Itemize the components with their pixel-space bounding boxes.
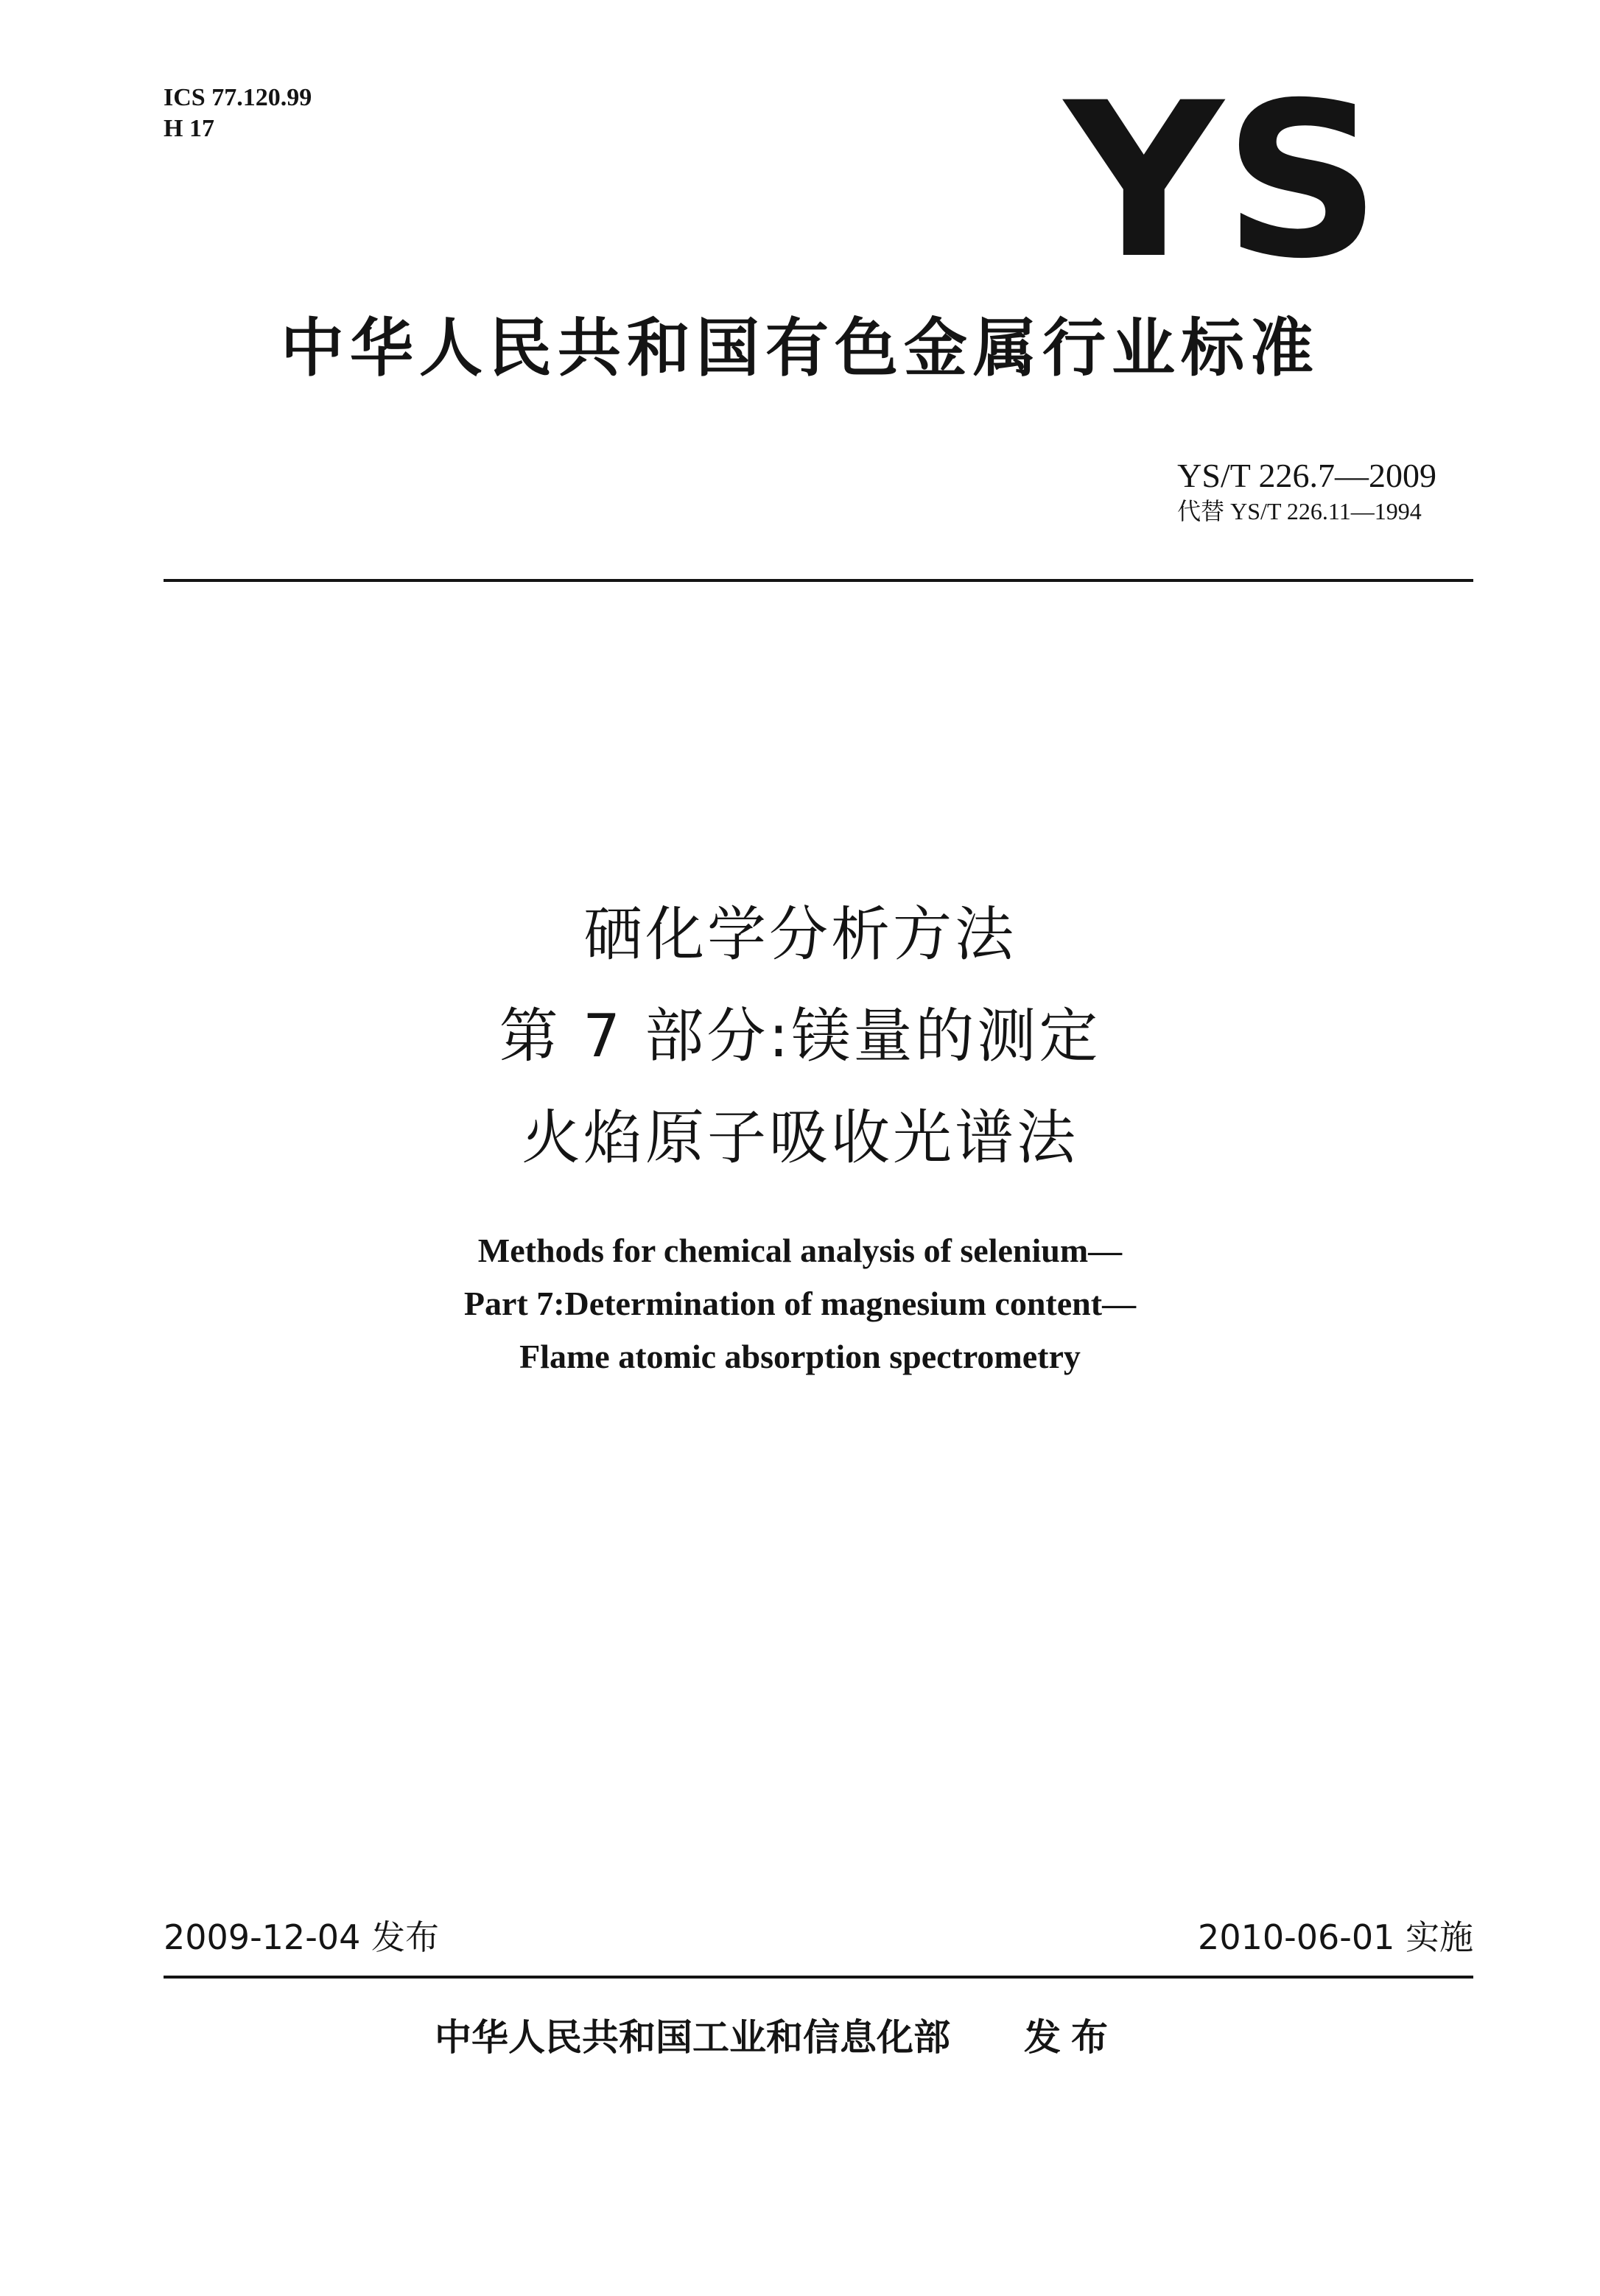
chinese-title-line-2: 第 7 部分:镁量的测定 bbox=[499, 1002, 1101, 1070]
header-divider bbox=[164, 579, 1473, 582]
issue-date: 2009-12-04 发布 bbox=[164, 1917, 439, 1957]
standard-number-block bbox=[1177, 455, 1436, 526]
publisher-action: 发布 bbox=[1024, 2016, 1118, 2059]
ys-logo bbox=[1061, 87, 1385, 271]
classification-codes bbox=[164, 82, 312, 144]
standard-number: YS/T 226.7—2009 bbox=[1177, 457, 1436, 494]
english-title-line-3: Flame atomic absorption spectrometry bbox=[519, 1338, 1081, 1375]
publisher-line bbox=[435, 2015, 1118, 2060]
publisher-name: 中华人民共和国工业和信息化部 bbox=[435, 2016, 950, 2059]
chinese-title bbox=[0, 884, 1600, 1189]
chinese-title-line-1: 硒化学分析方法 bbox=[583, 900, 1017, 969]
classification-code: H 17 bbox=[164, 115, 214, 142]
standard-body-title: 中华人民共和国有色金属行业标准 bbox=[281, 312, 1319, 385]
chinese-title-line-3: 火焰原子吸收光谱法 bbox=[522, 1103, 1078, 1172]
implementation-date: 2010-06-01 实施 bbox=[1198, 1917, 1473, 1957]
english-title bbox=[0, 1224, 1600, 1383]
ics-code: ICS 77.120.99 bbox=[164, 84, 312, 111]
footer-divider bbox=[164, 1976, 1473, 1979]
replaces-standard: 代替 YS/T 226.11—1994 bbox=[1177, 498, 1422, 524]
ys-logo-text: YS bbox=[1061, 87, 1381, 271]
english-title-line-2: Part 7:Determination of magnesium content— bbox=[463, 1285, 1137, 1322]
english-title-line-1: Methods for chemical analysis of selenium— bbox=[477, 1232, 1123, 1269]
